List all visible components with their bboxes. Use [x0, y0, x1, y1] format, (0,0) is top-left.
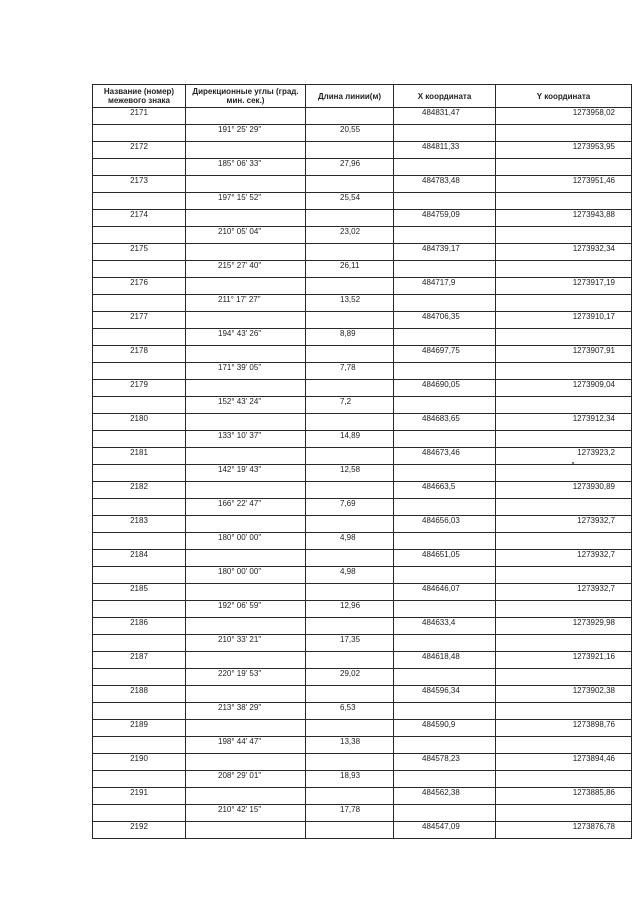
table-row	[93, 465, 632, 482]
x-coordinate-cell: 484831,47	[394, 108, 496, 125]
y-coordinate-cell: 1273910,17	[496, 312, 632, 329]
direction-angle-cell: 208° 29' 01"	[186, 771, 306, 788]
x-coordinate-cell: 484590,9	[394, 720, 496, 737]
point-name-cell: 2187	[93, 652, 186, 669]
x-coordinate-cell: 484739,17	[394, 244, 496, 261]
line-length-cell: 23,02	[306, 227, 394, 244]
line-length-cell: 8,89	[306, 329, 394, 346]
direction-angle-cell: 171° 39' 05"	[186, 363, 306, 380]
table-row	[93, 635, 632, 652]
empty-cell	[186, 142, 306, 159]
line-length-cell: 17,78	[306, 805, 394, 822]
table-row	[93, 669, 632, 686]
empty-cell	[186, 482, 306, 499]
table-row	[93, 567, 632, 584]
table-row	[93, 618, 632, 635]
empty-cell	[93, 363, 186, 380]
empty-cell	[186, 278, 306, 295]
empty-cell	[394, 669, 496, 686]
direction-angle-cell: 197° 15' 52"	[186, 193, 306, 210]
x-coordinate-cell: 484596,34	[394, 686, 496, 703]
empty-cell	[186, 414, 306, 431]
empty-cell	[496, 397, 632, 414]
point-name-cell: 2189	[93, 720, 186, 737]
table-row	[93, 737, 632, 754]
y-coordinate-cell: 1273932,34	[496, 244, 632, 261]
table-row	[93, 533, 632, 550]
empty-cell	[186, 652, 306, 669]
direction-angle-cell: 152° 43' 24"	[186, 397, 306, 414]
empty-cell	[496, 703, 632, 720]
empty-cell	[93, 737, 186, 754]
empty-cell	[496, 499, 632, 516]
empty-cell	[496, 635, 632, 652]
x-coordinate-cell: 484547,09	[394, 822, 496, 839]
scan-speck	[572, 462, 574, 464]
direction-angle-cell: 220° 19' 53"	[186, 669, 306, 686]
empty-cell	[394, 397, 496, 414]
x-coordinate-cell: 484683,65	[394, 414, 496, 431]
empty-cell	[306, 720, 394, 737]
empty-cell	[394, 295, 496, 312]
table-row	[93, 278, 632, 295]
line-length-cell: 13,38	[306, 737, 394, 754]
empty-cell	[186, 516, 306, 533]
x-coordinate-cell: 484759,09	[394, 210, 496, 227]
table-row	[93, 295, 632, 312]
x-coordinate-cell: 484811,33	[394, 142, 496, 159]
empty-cell	[394, 431, 496, 448]
x-coordinate-cell: 484656,03	[394, 516, 496, 533]
empty-cell	[394, 601, 496, 618]
direction-angle-cell: 142° 19' 43"	[186, 465, 306, 482]
point-name-cell: 2176	[93, 278, 186, 295]
table-row	[93, 244, 632, 261]
x-coordinate-cell: 484651,05	[394, 550, 496, 567]
x-coordinate-cell: 484562,38	[394, 788, 496, 805]
empty-cell	[93, 771, 186, 788]
empty-cell	[306, 380, 394, 397]
empty-cell	[186, 754, 306, 771]
table-body	[93, 108, 632, 839]
line-length-cell: 6,53	[306, 703, 394, 720]
empty-cell	[186, 788, 306, 805]
point-name-cell: 2173	[93, 176, 186, 193]
header-line-length: Длина линии(м)	[306, 85, 394, 108]
empty-cell	[496, 363, 632, 380]
point-name-cell: 2177	[93, 312, 186, 329]
empty-cell	[496, 431, 632, 448]
line-length-cell: 7,69	[306, 499, 394, 516]
y-coordinate-cell: 1273951,46	[496, 176, 632, 193]
empty-cell	[306, 176, 394, 193]
direction-angle-cell: 192° 06' 59"	[186, 601, 306, 618]
direction-angle-cell: 180° 00' 00"	[186, 533, 306, 550]
empty-cell	[496, 465, 632, 482]
empty-cell	[496, 159, 632, 176]
table-row	[93, 363, 632, 380]
direction-angle-cell: 215° 27' 40"	[186, 261, 306, 278]
empty-cell	[93, 635, 186, 652]
empty-cell	[93, 261, 186, 278]
x-coordinate-cell: 484618,48	[394, 652, 496, 669]
empty-cell	[306, 754, 394, 771]
point-name-cell: 2171	[93, 108, 186, 125]
empty-cell	[496, 227, 632, 244]
empty-cell	[496, 805, 632, 822]
empty-cell	[186, 584, 306, 601]
empty-cell	[394, 227, 496, 244]
table-row	[93, 414, 632, 431]
point-name-cell: 2179	[93, 380, 186, 397]
line-length-cell: 25,54	[306, 193, 394, 210]
point-name-cell: 2183	[93, 516, 186, 533]
empty-cell	[306, 210, 394, 227]
table-row	[93, 159, 632, 176]
empty-cell	[496, 737, 632, 754]
direction-angle-cell: 194° 43' 26"	[186, 329, 306, 346]
empty-cell	[394, 805, 496, 822]
line-length-cell: 26,11	[306, 261, 394, 278]
empty-cell	[93, 159, 186, 176]
point-name-cell: 2182	[93, 482, 186, 499]
empty-cell	[394, 125, 496, 142]
point-name-cell: 2185	[93, 584, 186, 601]
empty-cell	[496, 567, 632, 584]
point-name-cell: 2175	[93, 244, 186, 261]
empty-cell	[394, 635, 496, 652]
x-coordinate-cell: 484663,5	[394, 482, 496, 499]
empty-cell	[306, 414, 394, 431]
x-coordinate-cell: 484783,48	[394, 176, 496, 193]
direction-angle-cell: 210° 42' 15"	[186, 805, 306, 822]
empty-cell	[496, 533, 632, 550]
empty-cell	[93, 329, 186, 346]
x-coordinate-cell: 484646,07	[394, 584, 496, 601]
empty-cell	[186, 618, 306, 635]
empty-cell	[496, 193, 632, 210]
table-row	[93, 346, 632, 363]
x-coordinate-cell: 484673,46	[394, 448, 496, 465]
table-row	[93, 550, 632, 567]
empty-cell	[186, 380, 306, 397]
empty-cell	[186, 720, 306, 737]
table-row	[93, 108, 632, 125]
y-coordinate-cell: 1273917,19	[496, 278, 632, 295]
empty-cell	[496, 261, 632, 278]
table-row	[93, 397, 632, 414]
table-row	[93, 312, 632, 329]
direction-angle-cell: 213° 38' 29"	[186, 703, 306, 720]
empty-cell	[306, 788, 394, 805]
empty-cell	[186, 210, 306, 227]
empty-cell	[306, 108, 394, 125]
line-length-cell: 13,52	[306, 295, 394, 312]
table-row	[93, 771, 632, 788]
empty-cell	[93, 465, 186, 482]
y-coordinate-cell: 1273885,86	[496, 788, 632, 805]
line-length-cell: 4,98	[306, 533, 394, 550]
line-length-cell: 14,89	[306, 431, 394, 448]
empty-cell	[394, 567, 496, 584]
empty-cell	[93, 669, 186, 686]
empty-cell	[93, 601, 186, 618]
empty-cell	[93, 125, 186, 142]
empty-cell	[306, 584, 394, 601]
x-coordinate-cell: 484717,9	[394, 278, 496, 295]
empty-cell	[186, 686, 306, 703]
direction-angle-cell: 166° 22' 47"	[186, 499, 306, 516]
direction-angle-cell: 211° 17' 27"	[186, 295, 306, 312]
empty-cell	[306, 516, 394, 533]
direction-angle-cell: 210° 33' 21"	[186, 635, 306, 652]
boundary-points-table	[92, 84, 632, 839]
table-row	[93, 601, 632, 618]
line-length-cell: 7,78	[306, 363, 394, 380]
empty-cell	[186, 346, 306, 363]
empty-cell	[186, 108, 306, 125]
y-coordinate-cell: 1273943,88	[496, 210, 632, 227]
empty-cell	[306, 244, 394, 261]
empty-cell	[496, 669, 632, 686]
empty-cell	[186, 312, 306, 329]
table-row	[93, 380, 632, 397]
point-name-cell: 2184	[93, 550, 186, 567]
table-row	[93, 652, 632, 669]
empty-cell	[306, 278, 394, 295]
line-length-cell: 12,58	[306, 465, 394, 482]
empty-cell	[306, 618, 394, 635]
header-point-name: Название (номер) межевого знака	[93, 85, 186, 108]
empty-cell	[93, 533, 186, 550]
empty-cell	[306, 142, 394, 159]
direction-angle-cell: 191° 25' 29"	[186, 125, 306, 142]
x-coordinate-cell: 484578,23	[394, 754, 496, 771]
empty-cell	[93, 805, 186, 822]
point-name-cell: 2190	[93, 754, 186, 771]
empty-cell	[496, 125, 632, 142]
table-row	[93, 227, 632, 244]
empty-cell	[93, 499, 186, 516]
direction-angle-cell: 180° 00' 00"	[186, 567, 306, 584]
empty-cell	[394, 329, 496, 346]
line-length-cell: 17,35	[306, 635, 394, 652]
empty-cell	[394, 193, 496, 210]
x-coordinate-cell: 484690,05	[394, 380, 496, 397]
empty-cell	[394, 703, 496, 720]
empty-cell	[93, 703, 186, 720]
table-row	[93, 805, 632, 822]
table-row	[93, 754, 632, 771]
point-name-cell: 2181	[93, 448, 186, 465]
table-row	[93, 142, 632, 159]
y-coordinate-cell: 1273953,95	[496, 142, 632, 159]
y-coordinate-cell: 1273876,78	[496, 822, 632, 839]
table-row	[93, 788, 632, 805]
point-name-cell: 2191	[93, 788, 186, 805]
table-row	[93, 261, 632, 278]
table-row	[93, 210, 632, 227]
empty-cell	[306, 448, 394, 465]
empty-cell	[496, 601, 632, 618]
table-header-row	[93, 85, 632, 108]
direction-angle-cell: 198° 44' 47"	[186, 737, 306, 754]
table-row	[93, 125, 632, 142]
point-name-cell: 2172	[93, 142, 186, 159]
x-coordinate-cell: 484697,75	[394, 346, 496, 363]
empty-cell	[186, 822, 306, 839]
line-length-cell: 7,2	[306, 397, 394, 414]
y-coordinate-cell: 1273932,7	[496, 516, 632, 533]
empty-cell	[93, 567, 186, 584]
direction-angle-cell: 185° 06' 33"	[186, 159, 306, 176]
header-direction-angle: Дирекционные углы (град. мин. сек.)	[186, 85, 306, 108]
empty-cell	[306, 652, 394, 669]
coordinate-table-sheet	[92, 84, 613, 839]
table-row	[93, 499, 632, 516]
y-coordinate-cell: 1273898,76	[496, 720, 632, 737]
table-row	[93, 516, 632, 533]
y-coordinate-cell: 1273912,34	[496, 414, 632, 431]
direction-angle-cell: 210° 05' 04"	[186, 227, 306, 244]
y-coordinate-cell: 1273932,7	[496, 550, 632, 567]
empty-cell	[93, 295, 186, 312]
table-row	[93, 584, 632, 601]
header-x-coordinate: X координата	[394, 85, 496, 108]
empty-cell	[394, 499, 496, 516]
y-coordinate-cell: 1273929,98	[496, 618, 632, 635]
y-coordinate-cell: 1273902,38	[496, 686, 632, 703]
table-row	[93, 176, 632, 193]
y-coordinate-cell: 1273921,16	[496, 652, 632, 669]
table-row	[93, 686, 632, 703]
table-row	[93, 720, 632, 737]
empty-cell	[394, 465, 496, 482]
empty-cell	[496, 295, 632, 312]
table-row	[93, 822, 632, 839]
point-name-cell: 2188	[93, 686, 186, 703]
empty-cell	[186, 448, 306, 465]
y-coordinate-cell: 1273958,02	[496, 108, 632, 125]
line-length-cell: 4,98	[306, 567, 394, 584]
table-row	[93, 448, 632, 465]
line-length-cell: 18,93	[306, 771, 394, 788]
x-coordinate-cell: 484706,35	[394, 312, 496, 329]
empty-cell	[306, 822, 394, 839]
point-name-cell: 2186	[93, 618, 186, 635]
y-coordinate-cell: 1273894,46	[496, 754, 632, 771]
x-coordinate-cell: 484633,4	[394, 618, 496, 635]
empty-cell	[306, 550, 394, 567]
line-length-cell: 20,55	[306, 125, 394, 142]
line-length-cell: 12,96	[306, 601, 394, 618]
empty-cell	[306, 346, 394, 363]
direction-angle-cell: 133° 10' 37"	[186, 431, 306, 448]
empty-cell	[93, 227, 186, 244]
empty-cell	[93, 397, 186, 414]
y-coordinate-cell: 1273909,04	[496, 380, 632, 397]
y-coordinate-cell: 1273923,2	[496, 448, 632, 465]
line-length-cell: 27,96	[306, 159, 394, 176]
header-y-coordinate: Y координата	[496, 85, 632, 108]
table-row	[93, 482, 632, 499]
empty-cell	[93, 193, 186, 210]
empty-cell	[186, 176, 306, 193]
y-coordinate-cell: 1273932,7	[496, 584, 632, 601]
table-row	[93, 703, 632, 720]
empty-cell	[394, 533, 496, 550]
y-coordinate-cell: 1273907,91	[496, 346, 632, 363]
empty-cell	[93, 431, 186, 448]
point-name-cell: 2178	[93, 346, 186, 363]
empty-cell	[306, 482, 394, 499]
empty-cell	[394, 261, 496, 278]
empty-cell	[186, 550, 306, 567]
y-coordinate-cell: 1273930,89	[496, 482, 632, 499]
empty-cell	[394, 363, 496, 380]
empty-cell	[496, 329, 632, 346]
empty-cell	[394, 771, 496, 788]
empty-cell	[186, 244, 306, 261]
empty-cell	[496, 771, 632, 788]
table-row	[93, 431, 632, 448]
empty-cell	[394, 159, 496, 176]
table-row	[93, 329, 632, 346]
point-name-cell: 2192	[93, 822, 186, 839]
point-name-cell: 2180	[93, 414, 186, 431]
point-name-cell: 2174	[93, 210, 186, 227]
empty-cell	[394, 737, 496, 754]
empty-cell	[306, 686, 394, 703]
empty-cell	[306, 312, 394, 329]
line-length-cell: 29,02	[306, 669, 394, 686]
table-row	[93, 193, 632, 210]
